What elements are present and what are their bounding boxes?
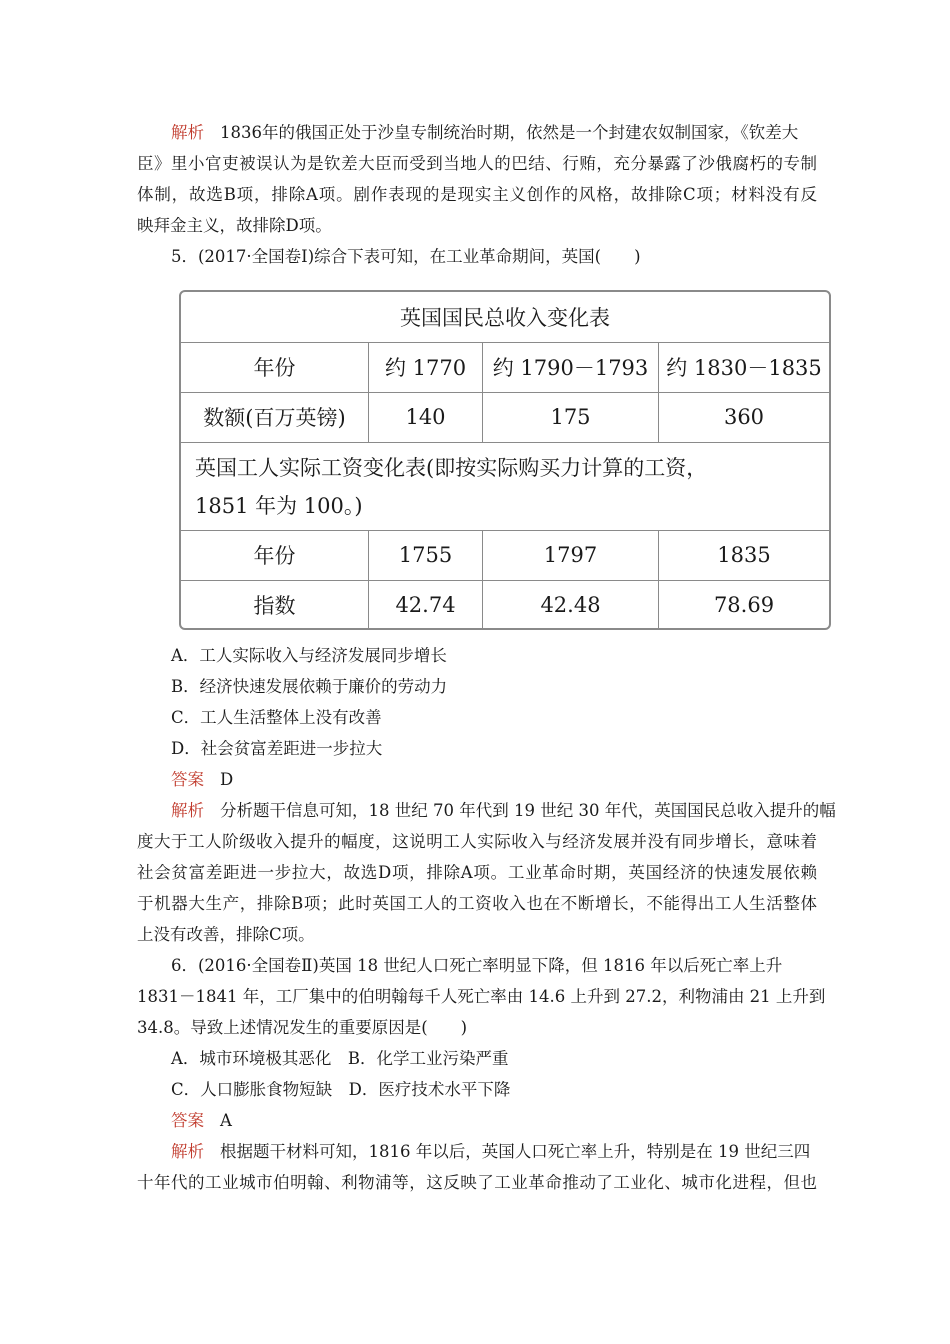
q6-stem-line-1: 6．(2016·全国卷Ⅱ)英国 18 世纪人口死亡率明显下降，但 1816 年以后死亡率上升 — [171, 956, 783, 975]
answer-label: 答案 — [171, 1111, 204, 1130]
table-cell: 1835 — [717, 543, 771, 567]
table-cell: 约 1790－1793 — [483, 342, 659, 392]
q5-analysis-line-1: 解析 分析题干信息可知，18 世纪 70 年代到 19 世纪 30 年代，英国国民总收入提升的幅 — [171, 801, 836, 820]
q6-answer: 答案 A — [171, 1111, 232, 1130]
q5-option-a: A．工人实际收入与经济发展同步增长 — [171, 646, 447, 665]
q5-analysis-line-2: 度大于工人阶级收入提升的幅度，这说明工人实际收入与经济发展并没有同步增长，意味着 — [137, 832, 817, 851]
q6-analysis-line-2: 十年代的工业城市伯明翰、利物浦等，这反映了工业革命推动了工业化、城市化进程，但也 — [137, 1173, 817, 1192]
table-row — [181, 342, 829, 393]
table-cell: 约 1770 — [369, 342, 483, 392]
analysis-label: 解析 — [171, 123, 204, 142]
table-cell: 42.48 — [483, 580, 659, 630]
q5-answer: 答案 D — [171, 770, 234, 789]
q5-stem: 5．(2017·全国卷Ⅰ)综合下表可知，在工业革命期间，英国( ) — [171, 247, 641, 266]
table-row — [181, 392, 829, 443]
q6-analysis-line-1: 解析 根据题干材料可知，1816 年以后，英国人口死亡率上升，特别是在 19 世纪三四 — [171, 1142, 811, 1161]
table-title-row — [181, 292, 829, 343]
table-cell: 42.74 — [369, 580, 483, 630]
analysis-label: 解析 — [171, 1142, 204, 1161]
data-table — [179, 290, 831, 630]
table-title-row — [181, 442, 829, 531]
table-cell: 1797 — [483, 530, 659, 580]
q5-option-c: C．工人生活整体上没有改善 — [171, 708, 382, 727]
q4-analysis-line-3: 体制，故选B项，排除A项。剧作表现的是现实主义创作的风格，故排除C项；材料没有反 — [137, 185, 817, 204]
amount-header: 数额(百万英镑) — [181, 392, 369, 442]
table-cell: 175 — [483, 392, 659, 442]
table-cell: 78.69 — [713, 593, 775, 617]
table-cell: 140 — [369, 392, 483, 442]
q4-analysis-line-4: 映拜金主义，故排除D项。 — [137, 216, 332, 235]
q6-stem-line-2: 1831－1841 年，工厂集中的伯明翰每千人死亡率由 14.6 上升到 27.2，利物浦由 21 上升到 — [137, 987, 826, 1006]
answer-label: 答案 — [171, 770, 204, 789]
q5-analysis-line-3: 社会贫富差距进一步拉大，故选D项，排除A项。工业革命时期，英国经济的快速发展依赖 — [137, 863, 817, 882]
analysis-label: 解析 — [171, 801, 204, 820]
table-row — [181, 580, 829, 630]
q6-options-line-2: C．人口膨胀食物短缺 D．医疗技术水平下降 — [171, 1080, 511, 1099]
table-title-income: 英国国民总收入变化表 — [400, 306, 610, 330]
table-row — [181, 530, 829, 581]
table-cell: 约 1830－1835 — [666, 356, 822, 380]
index-header: 指数 — [181, 580, 369, 630]
q6-options-line-1: A．城市环境极其恶化 B．化学工业污染严重 — [171, 1049, 509, 1068]
q5-analysis-line-5: 上没有改善，排除C项。 — [137, 925, 315, 944]
table-cell: 1755 — [369, 530, 483, 580]
table-cell: 360 — [723, 405, 765, 429]
table-title-wage: 英国工人实际工资变化表(即按实际购买力计算的工资， — [195, 456, 708, 480]
q4-analysis-line-2: 臣》里小官吏被误认为是钦差大臣而受到当地人的巴结、行贿，充分暴露了沙俄腐朽的专制 — [137, 154, 817, 173]
q5-option-d: D．社会贫富差距进一步拉大 — [171, 739, 383, 758]
year-header: 年份 — [181, 342, 369, 392]
q5-analysis-line-4: 于机器大生产，排除B项；此时英国工人的工资收入也在不断增长，不能得出工人生活整体 — [137, 894, 817, 913]
q6-stem-line-3: 34.8。导致上述情况发生的重要原因是( ) — [137, 1018, 468, 1037]
q5-option-b: B．经济快速发展依赖于廉价的劳动力 — [171, 677, 448, 696]
table-title-wage-note: 1851 年为 100。) — [195, 494, 363, 518]
year-header: 年份 — [181, 530, 369, 580]
q4-analysis-line-1: 解析 1836年的俄国正处于沙皇专制统治时期，依然是一个封建农奴制国家，《钦差大 — [171, 123, 799, 142]
